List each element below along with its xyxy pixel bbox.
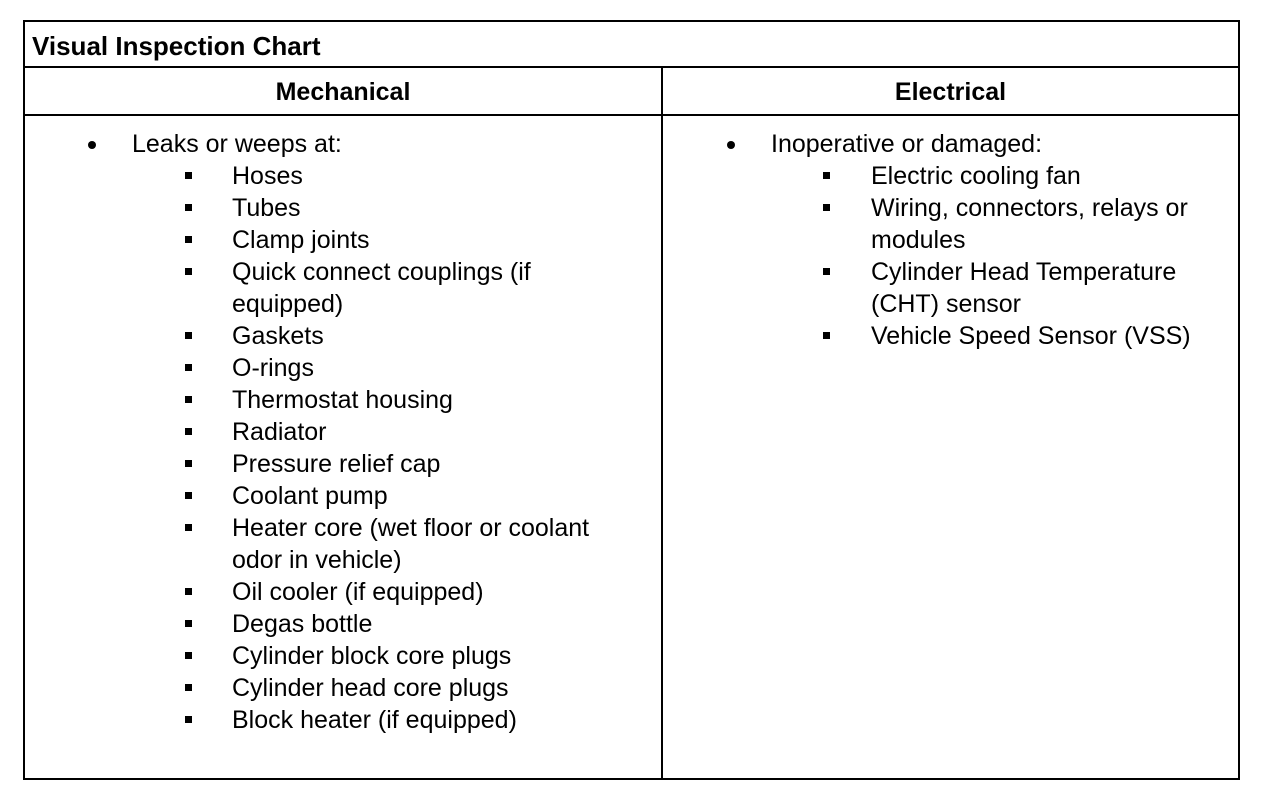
chart-title: Visual Inspection Chart: [32, 31, 321, 61]
mechanical-item: Block heater (if equipped): [232, 706, 517, 734]
mechanical-item: Heater core (wet floor or coolant: [232, 514, 590, 542]
bullet-square-icon: [185, 460, 192, 467]
bullet-square-icon: [185, 396, 192, 403]
mechanical-item: O-rings: [232, 354, 314, 382]
mechanical-item: equipped): [232, 290, 344, 318]
mechanical-item: Cylinder head core plugs: [232, 674, 509, 702]
mechanical-item: Oil cooler (if equipped): [232, 578, 484, 606]
bullet-square-icon: [185, 652, 192, 659]
bullet-square-icon: [185, 716, 192, 723]
mechanical-item: Quick connect couplings (if: [232, 258, 531, 286]
visual-inspection-chart: [23, 20, 1240, 780]
electrical-item: Wiring, connectors, relays or: [871, 194, 1188, 222]
bullet-square-icon: [185, 428, 192, 435]
bullet-square-icon: [185, 684, 192, 691]
bullet-square-icon: [185, 204, 192, 211]
bullet-dot-icon: [727, 141, 735, 149]
bullet-square-icon: [185, 268, 192, 275]
mechanical-item: Tubes: [232, 194, 301, 222]
electrical-header: Electrical: [894, 78, 1007, 106]
bullet-square-icon: [823, 332, 830, 339]
electrical-item: Electric cooling fan: [871, 162, 1081, 190]
bullet-square-icon: [823, 172, 830, 179]
electrical-lead: Inoperative or damaged:: [771, 130, 1043, 158]
bullet-square-icon: [185, 524, 192, 531]
bullet-square-icon: [185, 492, 192, 499]
title-row: [25, 22, 1238, 68]
bullet-square-icon: [185, 588, 192, 595]
mechanical-column: [25, 116, 661, 778]
electrical-item: Cylinder Head Temperature: [871, 258, 1177, 286]
mechanical-item: Radiator: [232, 418, 327, 446]
mechanical-lead: Leaks or weeps at:: [132, 130, 342, 158]
electrical-item: modules: [871, 226, 966, 254]
mechanical-item: Thermostat housing: [232, 386, 453, 414]
mechanical-header: Mechanical: [275, 78, 411, 106]
mechanical-item: Hoses: [232, 162, 303, 190]
mechanical-item: Gaskets: [232, 322, 324, 350]
header-row: [25, 68, 1238, 116]
bullet-square-icon: [185, 172, 192, 179]
mechanical-item: Degas bottle: [232, 610, 373, 638]
electrical-item: (CHT) sensor: [871, 290, 1022, 318]
bullet-dot-icon: [88, 141, 96, 149]
mechanical-item: odor in vehicle): [232, 546, 402, 574]
bullet-square-icon: [185, 236, 192, 243]
electrical-item: Vehicle Speed Sensor (VSS): [871, 322, 1191, 350]
bullet-square-icon: [185, 364, 192, 371]
bullet-square-icon: [823, 268, 830, 275]
bullet-square-icon: [185, 332, 192, 339]
electrical-column: [663, 116, 1238, 778]
bullet-square-icon: [185, 620, 192, 627]
mechanical-item: Clamp joints: [232, 226, 370, 254]
mechanical-item: Cylinder block core plugs: [232, 642, 512, 670]
bullet-square-icon: [823, 204, 830, 211]
mechanical-item: Coolant pump: [232, 482, 388, 510]
mechanical-item: Pressure relief cap: [232, 450, 441, 478]
